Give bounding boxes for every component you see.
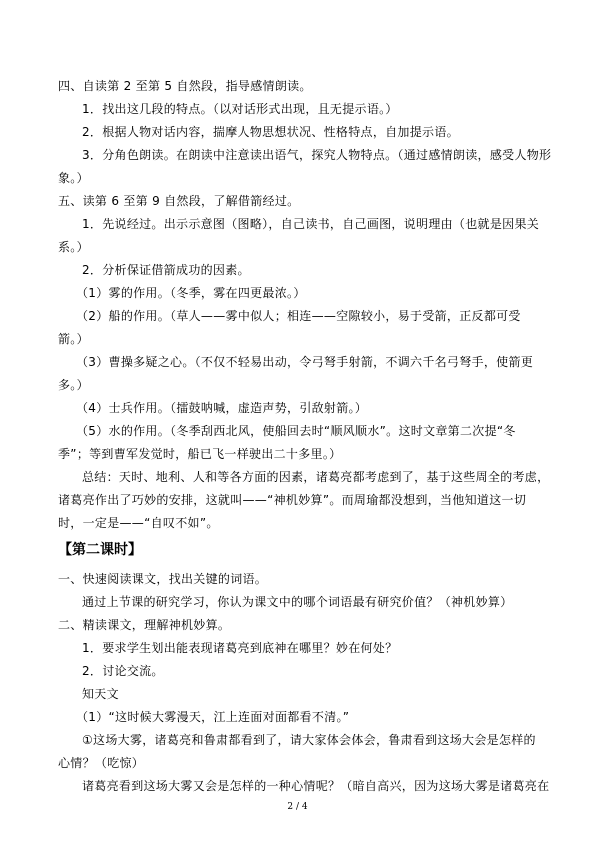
text-line: 五、读第 6 至第 9 自然段，了解借箭经过。 xyxy=(58,194,300,208)
page-number: 2 / 4 xyxy=(287,802,308,812)
text-line: 通过上节课的研究学习，你认为课文中的哪个词语最有研究价值？（神机妙算） xyxy=(82,595,513,609)
text-line: 诸葛亮作出了巧妙的安排，这就叫——“神机妙算”。而周瑜都没想到，当他知道这一切 xyxy=(58,493,527,507)
text-line: 诸葛亮看到这场大雾又会是怎样的一种心情呢？（暗自高兴，因为这场大雾是诸葛亮在 xyxy=(82,779,550,793)
text-line: 心情？（吃惊） xyxy=(58,756,145,770)
text-line: 一、快速阅读课文，找出关键的词语。 xyxy=(58,572,268,586)
text-line: 多。） xyxy=(58,378,89,392)
text-line: （1）“这时候大雾漫天，江上连面对面都看不清。” xyxy=(76,710,350,724)
text-line: ①这场大雾，诸葛亮和鲁肃都看到了，请大家体会体会，鲁肃看到这场大会是怎样的 xyxy=(82,733,536,747)
text-line: （4）士兵作用。（擂鼓呐喊，虚造声势，引敌射箭。） xyxy=(76,401,368,415)
text-line: 象。） xyxy=(58,171,89,185)
text-line: （5）水的作用。（冬季刮西北风，使船回去时“顺风顺水”。这时文章第二次提“冬 xyxy=(76,424,516,438)
text-line: 1．先说经过。出示示意图（图略），自己读书，自己画图，说明理由（也就是因果关 xyxy=(82,217,540,231)
text-line: （1）雾的作用。（冬季，雾在四更最浓。） xyxy=(76,286,306,300)
text-line: 季”；等到曹军发觉时，船已飞一样驶出二十多里。） xyxy=(58,447,342,461)
text-line: 系。） xyxy=(58,240,89,254)
text-line: 二、精读课文，理解神机妙算。 xyxy=(58,618,231,632)
text-line: 2．讨论交流。 xyxy=(82,664,164,678)
section-heading: 【第二课时】 xyxy=(58,542,142,558)
text-line: 箭。） xyxy=(58,332,89,346)
text-line: 四、自读第 2 至第 5 自然段，指导感情朗读。 xyxy=(58,79,312,93)
text-line: 总结：天时、地利、人和等各方面的因素，诸葛亮都考虑到了，基于这些周全的考虑， xyxy=(82,470,550,484)
text-line: 3．分角色朗读。在朗读中注意读出语气，探究人物特点。（通过感情朗读，感受人物形 xyxy=(82,148,552,162)
text-line: （3）曹操多疑之心。（不仅不轻易出动，令弓弩手射箭，不调六千名弓弩手，使箭更 xyxy=(76,355,534,369)
text-line: （2）船的作用。（草人——雾中似人；相连——空隙较小，易于受箭，正反都可受 xyxy=(76,309,521,323)
text-line: 知天文 xyxy=(82,687,119,701)
text-line: 1．找出这几段的特点。（以对话形式出现，且无提示语。） xyxy=(82,102,398,116)
text-line: 1．要求学生划出能表现诸葛亮到底神在哪里？妙在何处？ xyxy=(82,641,398,655)
text-line: 时，一定是——“自叹不如”。 xyxy=(58,516,219,530)
text-line: 2．根据人物对话内容，揣摩人物思想状况、性格特点，自加提示语。 xyxy=(82,125,459,139)
text-line: 2．分析保证借箭成功的因素。 xyxy=(82,263,250,277)
